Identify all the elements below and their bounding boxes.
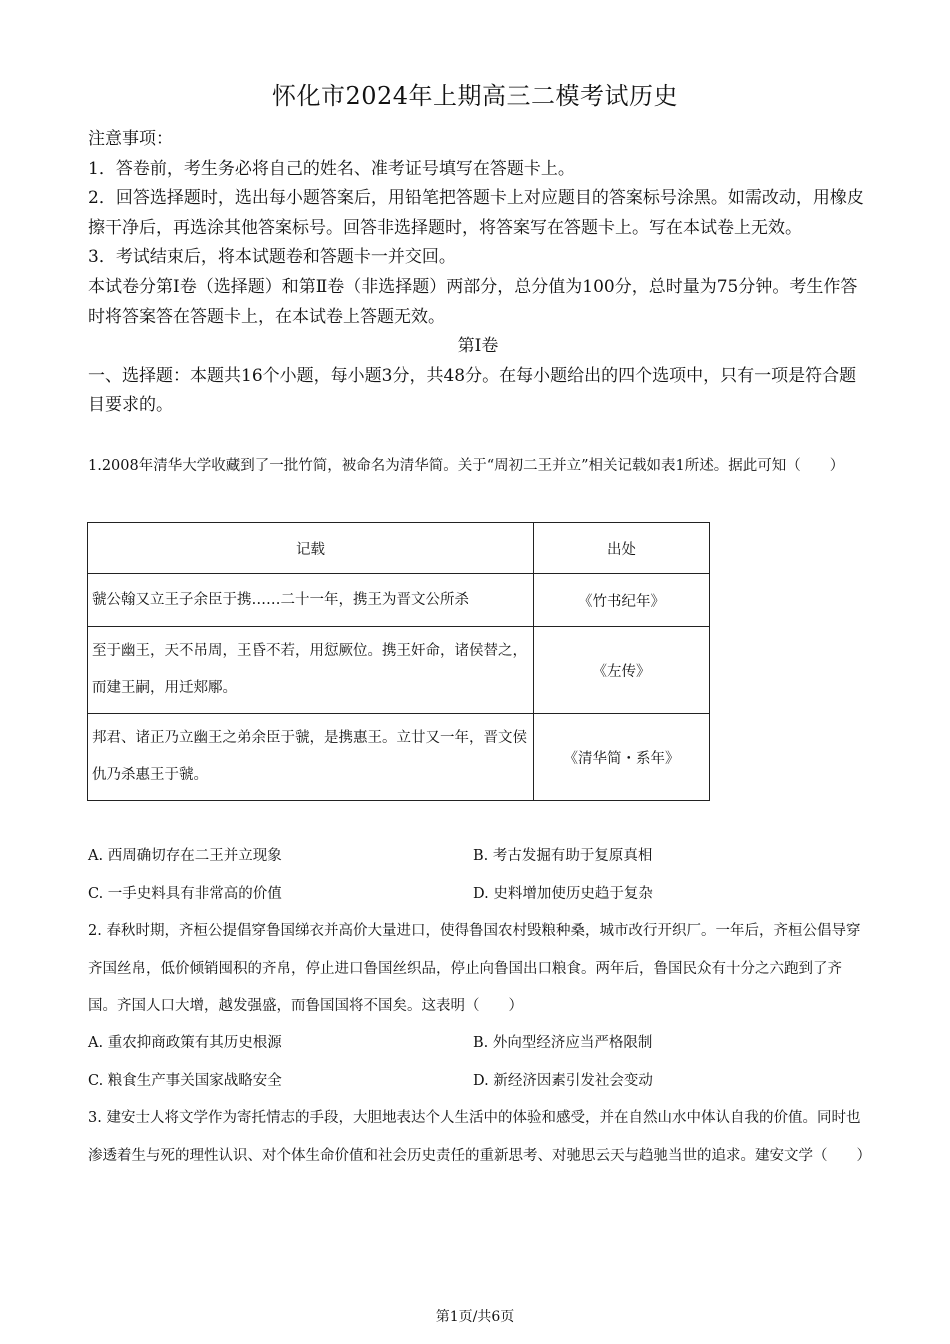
notice-item-2: 2．回答选择题时，选出每小题答案后，用铅笔把答题卡上对应题目的答案标号涂黑。如需改动，用橡皮擦干净后，再选涂其他答案标号。回答非选择题时，将答案写在答题卡上。写在本试卷上无效。	[88, 188, 864, 238]
page-number: 第1页/共6页	[435, 1309, 515, 1325]
table-cell-source: 《左传》	[534, 627, 710, 714]
notice-heading: 注意事项：	[88, 129, 173, 149]
table-cell-record: 虢公翰又立王子余臣于携……二十一年，携王为晋文公所杀	[88, 574, 534, 627]
table-header-record: 记载	[88, 523, 534, 574]
question-3-stem	[88, 1100, 871, 1175]
question-2-stem	[88, 913, 868, 1026]
question-1-text: 1.2008年清华大学收藏到了一批竹简，被命名为清华简。关于“周初二王并立”相关记载如表1所述。据此可知（ ）	[88, 458, 845, 474]
section-heading: 一、选择题：本题共16个小题，每小题3分，共48分。在每小题给出的四个选项中，只有一项是符合题目要求的。	[88, 365, 857, 416]
option-row	[88, 1063, 868, 1101]
table-row	[88, 627, 710, 714]
option-c[interactable]: C. 粮食生产事关国家战略安全	[88, 1072, 282, 1089]
table-header-source: 出处	[534, 523, 710, 574]
volume-label: 第Ⅰ卷	[457, 336, 499, 357]
notice-item-3: 3．考试结束后，将本试题卷和答题卡一并交回。	[88, 247, 456, 268]
table-row	[88, 574, 710, 627]
option-c[interactable]: C. 一手史料具有非常高的价值	[88, 885, 282, 902]
option-row	[88, 1025, 868, 1063]
table-header-row	[88, 523, 710, 574]
option-b[interactable]: B. 考古发掘有助于复原真相	[473, 848, 653, 864]
question-1-stem	[88, 448, 868, 486]
option-a[interactable]: A. 西周确切存在二王并立现象	[88, 848, 282, 864]
question-2-options	[88, 1025, 868, 1100]
table-cell-record: 至于幽王，天不吊周，王昏不若，用愆厥位。携王奸命，诸侯替之，而建王嗣，用迁郏鄏。	[88, 627, 534, 714]
option-b[interactable]: B. 外向型经济应当严格限制	[473, 1035, 653, 1051]
option-d[interactable]: D. 新经济因素引发社会变动	[473, 1072, 653, 1089]
option-d[interactable]: D. 史料增加使历史趋于复杂	[473, 885, 653, 902]
table-cell-source: 《竹书纪年》	[534, 574, 710, 627]
exam-info: 本试卷分第Ⅰ卷（选择题）和第Ⅱ卷（非选择题）两部分，总分值为100分，总时量为75分钟。考生作答时将答案答在答题卡上，在本试卷上答题无效。	[88, 276, 858, 327]
table-cell-record: 邦君、诸正乃立幽王之弟余臣于虢，是携惠王。立廿又一年，晋文侯仇乃杀惠王于虢。	[88, 714, 534, 801]
table-row	[88, 714, 710, 801]
option-a[interactable]: A. 重农抑商政策有其历史根源	[88, 1035, 282, 1051]
question-3-text: 3. 建安士人将文学作为寄托情志的手段，大胆地表达个人生活中的体验和感受，并在自然山水中体认自我的价值。同时也渗透着生与死的理性认识、对个体生命价值和社会历史责任的重新思考、对驰思云天与趋驰当世的追求。建安文学（ ）	[88, 1110, 871, 1164]
exam-title: 怀化市2024年上期高三二模考试历史	[271, 82, 679, 110]
option-row	[88, 876, 868, 914]
notice-section	[88, 125, 868, 421]
notice-item-1: 1．答卷前，考生务必将自己的姓名、准考证号填写在答题卡上。	[88, 158, 575, 179]
option-row	[88, 838, 868, 876]
question-1-options	[88, 838, 868, 913]
records-table	[87, 522, 710, 801]
table-cell-source: 《清华简・系年》	[534, 714, 710, 801]
question-2-text: 2. 春秋时期，齐桓公提倡穿鲁国绨衣并高价大量进口，使得鲁国农村毁粮种桑，城市改行开织厂。一年后，齐桓公倡导穿齐国丝帛，低价倾销囤积的齐帛，停止进口鲁国丝织品，停止向鲁国出口粮食。两年后，鲁国民众有十分之六跑到了齐国。齐国人口大增，越发强盛，而鲁国国将不国矣。这表明（ ）	[88, 923, 861, 1014]
